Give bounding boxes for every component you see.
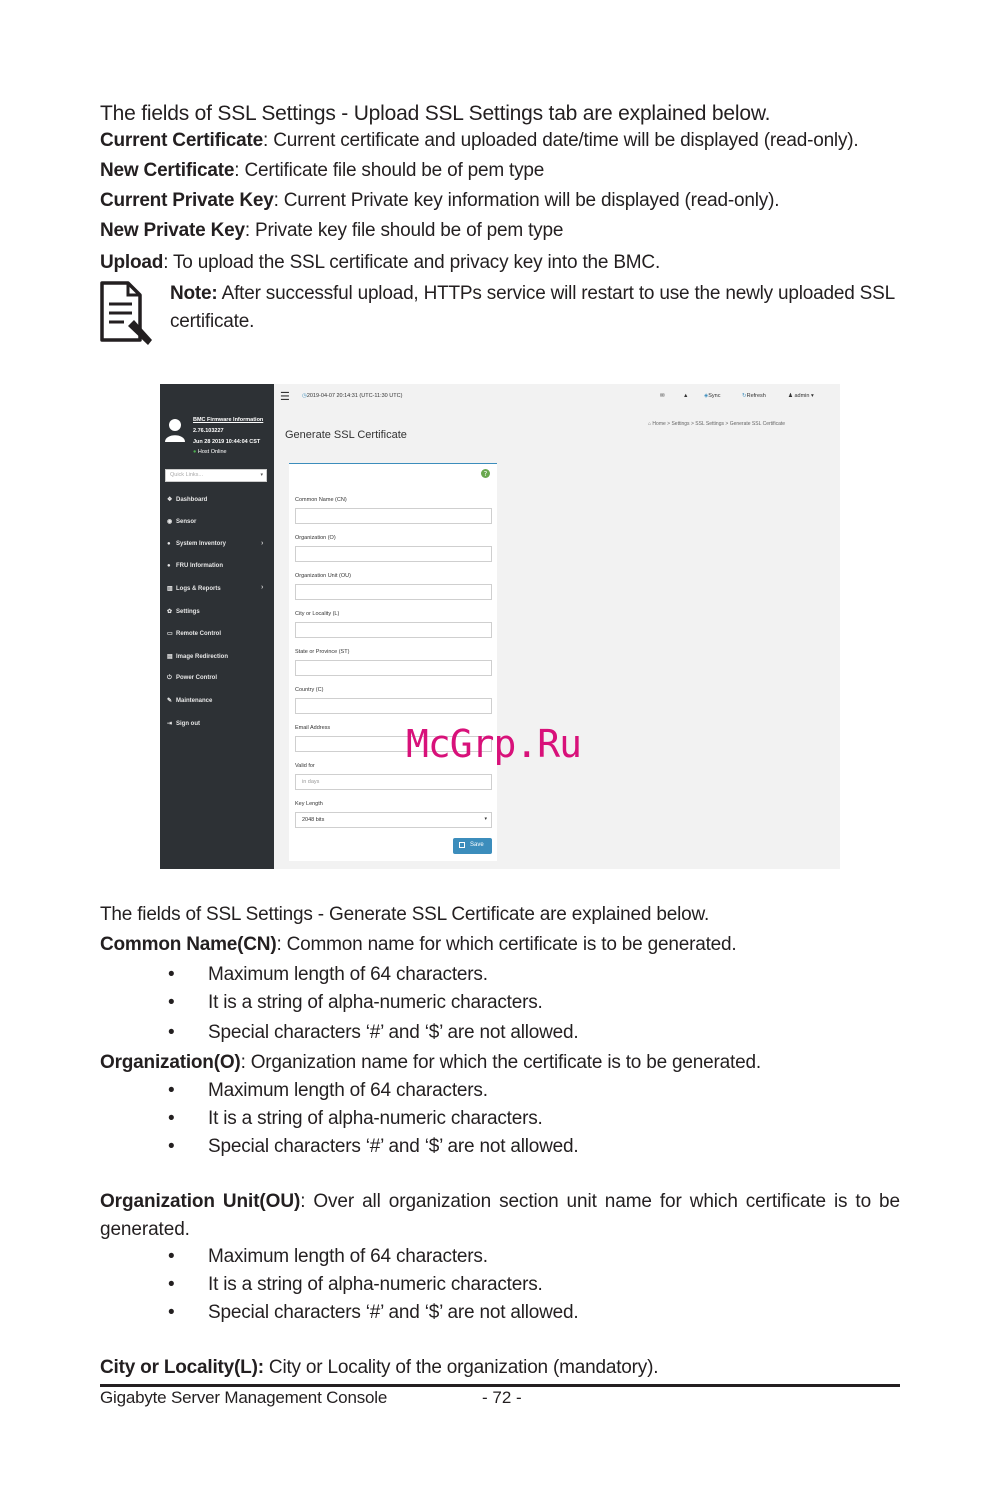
valid-for-placeholder: in days [302, 779, 320, 785]
bullet-text: It is a string of alpha-numeric characters. [208, 1108, 543, 1129]
user-name: admin [794, 393, 810, 399]
datetime [302, 393, 402, 399]
clock-icon: ◷ [302, 393, 307, 399]
definition-common-name [100, 933, 736, 957]
definition-current-certificate [100, 129, 858, 153]
definition-organization-unit [100, 1188, 900, 1244]
bullet-mark: • [168, 1108, 175, 1129]
quick-links-placeholder: Quick Links... [170, 472, 204, 478]
common-name-input[interactable] [295, 508, 492, 524]
bullet-mark: • [168, 992, 175, 1013]
user-icon: ♟ [788, 393, 793, 399]
common-name-label: Common Name (CN) [295, 497, 347, 503]
dashboard-icon: ❖ [167, 497, 173, 503]
generate-ssl-screenshot [160, 384, 840, 869]
user-avatar-icon [165, 418, 185, 442]
state-province-input[interactable] [295, 660, 492, 676]
status-dot-icon: ● [193, 449, 197, 455]
description: : Current certificate and uploaded date/time will be displayed (read-only). [263, 130, 859, 151]
nav-sign-out[interactable] [167, 720, 200, 727]
sync-label: Sync [708, 393, 721, 399]
nav-remote-control[interactable] [167, 630, 221, 637]
term: New Certificate [100, 160, 235, 181]
breadcrumb-settings[interactable]: Settings [671, 421, 690, 427]
definition-city-locality [100, 1356, 658, 1380]
definition-new-certificate [100, 159, 544, 183]
footer-rule [100, 1384, 900, 1387]
bullet-text: It is a string of alpha-numeric characters. [208, 992, 543, 1013]
term: Current Certificate [100, 130, 264, 151]
bullet-text: Maximum length of 64 characters. [208, 1080, 488, 1101]
definition-current-private-key [100, 189, 779, 213]
caret-down-icon: ▾ [260, 472, 263, 478]
description: : Organization name for which the certificate is to be generated. [240, 1052, 761, 1073]
country-input[interactable] [295, 698, 492, 714]
key-length-select[interactable] [295, 812, 492, 828]
top-bar [274, 384, 840, 410]
breadcrumb-ssl-settings[interactable]: SSL Settings [695, 421, 724, 427]
nav-label: Settings [176, 609, 200, 615]
breadcrumb-separator: > [725, 421, 729, 427]
description: : Common name for which certificate is to be generated. [276, 934, 737, 955]
caret-down-icon: ▾ [810, 393, 814, 399]
description: : Private key file should be of pem type [244, 220, 564, 241]
nav-sensor[interactable] [167, 518, 196, 525]
sync-icon: ◈ [704, 393, 709, 399]
organization-unit-label: Organization Unit (OU) [295, 573, 351, 579]
bullet-text: Special characters ‘#’ and ‘$’ are not allowed. [208, 1022, 579, 1043]
save-label: Save [470, 842, 484, 848]
fw-version: 2.76.103227 [193, 428, 224, 434]
note-line-1 [170, 282, 895, 306]
breadcrumb-current: Generate SSL Certificate [729, 421, 786, 427]
nav-maintenance[interactable] [167, 697, 212, 704]
description: : To upload the SSL certificate and privacy key into the BMC. [163, 252, 661, 273]
key-length-value: 2048 bits [302, 817, 325, 823]
page-number: - 72 - [482, 1388, 522, 1407]
sensor-icon: ◉ [167, 519, 173, 525]
bullet-text: Special characters ‘#’ and ‘$’ are not allowed. [208, 1302, 579, 1323]
user-menu[interactable] [788, 393, 814, 399]
refresh-button[interactable] [742, 393, 766, 399]
bullet-mark: • [168, 1022, 175, 1043]
nav-label: Sign out [176, 721, 200, 727]
sidebar [160, 384, 274, 869]
term: Upload [100, 252, 164, 273]
datetime-text: 2019-04-07 20:14:31 (UTC-11:30 UTC) [306, 393, 403, 399]
bullet-mark: • [168, 964, 175, 985]
disc-icon: ▤ [167, 654, 173, 660]
email-address-label: Email Address [295, 725, 331, 731]
nav-label: Dashboard [176, 497, 208, 503]
chevron-right-icon: › [261, 540, 264, 547]
definition-organization [100, 1051, 761, 1075]
nav-dashboard[interactable] [167, 496, 207, 503]
page-title: Generate SSL Certificate [285, 429, 407, 441]
breadcrumb-separator: > [690, 421, 694, 427]
bullet-text: Special characters ‘#’ and ‘$’ are not allowed. [208, 1136, 579, 1157]
chart-icon: ▥ [167, 586, 173, 592]
bullet-mark: • [168, 1136, 175, 1157]
definition-new-private-key [100, 219, 563, 243]
term: City or Locality(L): [100, 1357, 264, 1378]
breadcrumb [648, 421, 785, 427]
nav-label: Logs & Reports [176, 586, 221, 592]
nav-label: Image Redirection [176, 654, 229, 660]
definition-upload [100, 251, 660, 275]
note-label: Note: [170, 283, 218, 304]
nav-system-inventory[interactable] [167, 540, 264, 547]
intro-heading: The fields of SSL Settings - Upload SSL Settings tab are explained below. [100, 102, 771, 125]
city-locality-input[interactable] [295, 622, 492, 638]
nav-label: Power Control [176, 675, 218, 681]
generate-heading: The fields of SSL Settings - Generate SSL Certificate are explained below. [100, 904, 710, 925]
fw-info-title[interactable]: BMC Firmware Information [193, 417, 264, 423]
organization-unit-input[interactable] [295, 584, 492, 600]
description: : Over all organization section unit name for which certificate is to be generated. [100, 1191, 900, 1240]
bullet-text: Maximum length of 64 characters. [208, 964, 488, 985]
organization-label: Organization (O) [295, 535, 336, 541]
bullet-mark: • [168, 1302, 175, 1323]
save-button[interactable] [453, 838, 492, 854]
refresh-label: Refresh [746, 393, 766, 399]
state-province-label: State or Province (ST) [295, 649, 350, 655]
sign-out-icon: ⇥ [167, 721, 173, 727]
alert-icon[interactable]: ▲ [683, 393, 689, 399]
bullet-text: It is a string of alpha-numeric characters. [208, 1274, 543, 1295]
key-length-label: Key Length [295, 801, 323, 807]
nav-logs-reports[interactable] [167, 584, 264, 592]
menu-toggle-icon[interactable]: ☰ [280, 391, 290, 403]
term: Current Private Key [100, 190, 274, 211]
description: : Current Private key information will be displayed (read-only). [273, 190, 780, 211]
home-icon: ⌂ [648, 421, 652, 427]
quick-links-select[interactable] [165, 469, 267, 482]
term: Organization Unit(OU) [100, 1191, 301, 1212]
refresh-icon: ↻ [742, 393, 747, 399]
wrench-icon: ✎ [167, 698, 173, 704]
footer-title: Gigabyte Server Management Console [100, 1388, 388, 1407]
breadcrumb-home[interactable]: Home [652, 421, 666, 427]
valid-for-label: Valid for [295, 763, 315, 769]
nav-settings[interactable] [167, 608, 200, 615]
note-document-icon [98, 280, 154, 348]
country-label: Country (C) [295, 687, 324, 693]
info-icon: ● [167, 563, 171, 569]
bullet-mark: • [168, 1246, 175, 1267]
bullet-mark: • [168, 1080, 175, 1101]
caret-down-icon: ▾ [484, 816, 487, 822]
fw-date: Jun 28 2019 10:44:04 CST [193, 439, 261, 445]
nav-label: Maintenance [176, 698, 213, 704]
sync-button[interactable] [704, 393, 720, 399]
info-icon: ● [167, 541, 171, 547]
monitor-icon: ▭ [167, 631, 173, 637]
valid-for-input[interactable] [295, 774, 492, 790]
note-line-2: certificate. [170, 311, 255, 332]
organization-input[interactable] [295, 546, 492, 562]
description: City or Locality of the organization (mandatory). [263, 1357, 659, 1378]
generate-ssl-form [289, 463, 497, 861]
nav-image-redirection[interactable] [167, 653, 228, 660]
description: : Certificate file should be of pem type [234, 160, 545, 181]
svg-text:?: ? [483, 470, 488, 478]
term: New Private Key [100, 220, 245, 241]
city-locality-label: City or Locality (L) [295, 611, 340, 617]
nav-fru-information[interactable] [167, 563, 223, 569]
nav-label: System Inventory [176, 541, 227, 547]
term: Common Name(CN) [100, 934, 277, 955]
watermark: McGrp.Ru [406, 722, 582, 766]
power-icon: ⏻ [167, 675, 172, 681]
gear-icon: ✿ [167, 609, 173, 615]
bullet-mark: • [168, 1274, 175, 1295]
nav-power-control[interactable] [167, 675, 217, 682]
breadcrumb-separator: > [667, 421, 671, 427]
help-icon[interactable] [481, 469, 490, 478]
nav-label: Remote Control [176, 631, 221, 637]
bullet-text: Maximum length of 64 characters. [208, 1246, 488, 1267]
host-status-label: Host Online [197, 449, 227, 455]
chevron-right-icon: › [261, 584, 264, 591]
nav-label: FRU Information [176, 563, 223, 569]
term: Organization(O) [100, 1052, 241, 1073]
host-status [193, 449, 227, 455]
nav-label: Sensor [176, 519, 197, 525]
save-icon [459, 842, 465, 848]
mail-icon[interactable]: ✉ [660, 393, 665, 399]
note-text: After successful upload, HTTPs service will restart to use the newly uploaded SSL [217, 283, 895, 304]
